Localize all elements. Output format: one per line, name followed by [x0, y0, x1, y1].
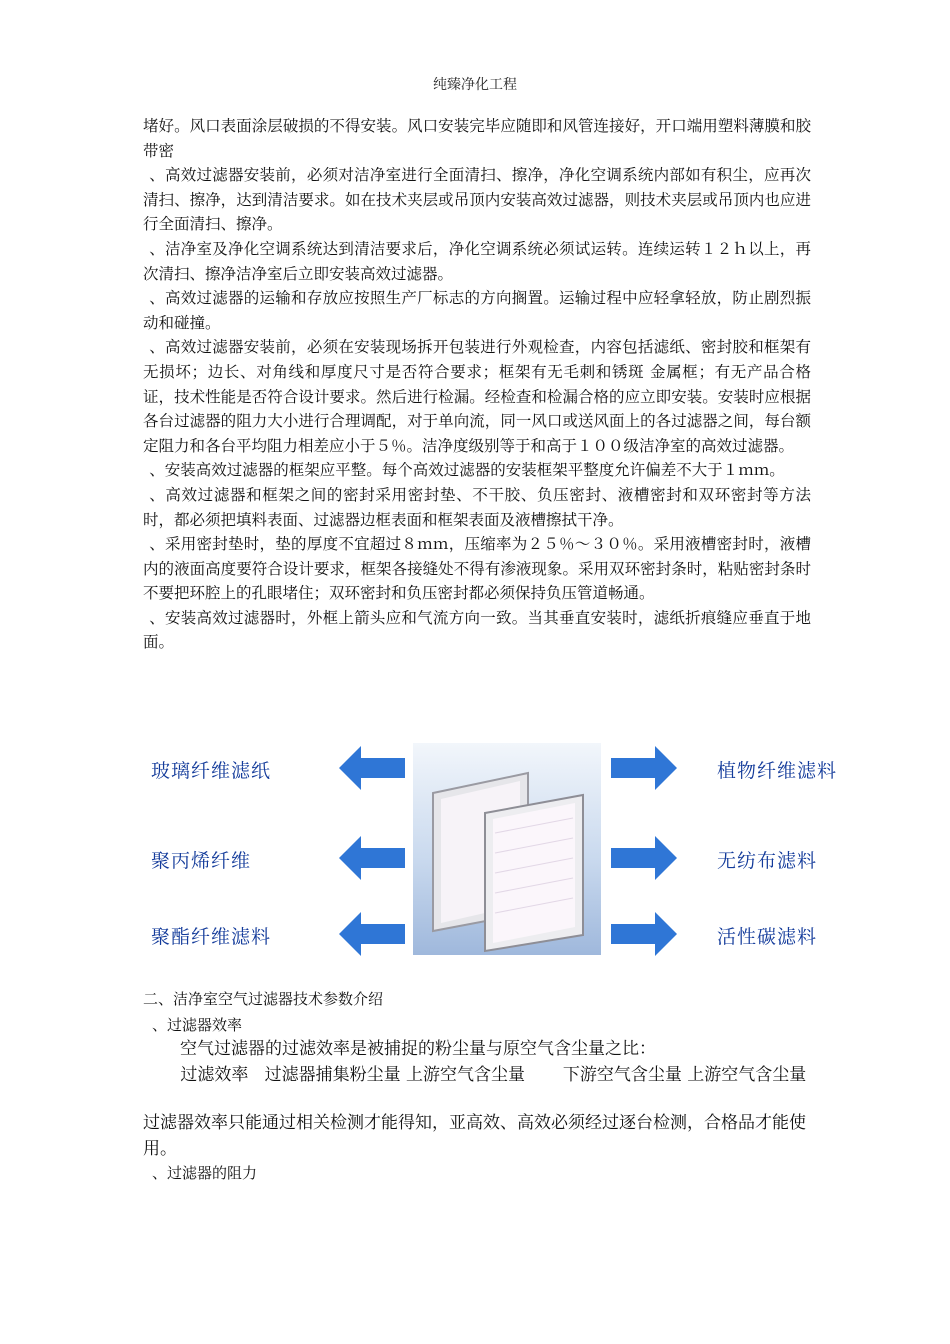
page-header: 纯臻净化工程	[433, 77, 517, 93]
arrow-left-icon	[339, 836, 405, 880]
arrow-left-icon	[339, 912, 405, 956]
paragraph: 、高效过滤器安装前，必须在安装现场拆开包装进行外观检查，内容包括滤纸、密封胶和框架有无损坏；边长、对角线和厚度尺寸是否符合要求；框架有无毛刺和锈斑 金属框；有无产品合格证，技术性能是否符合设计要求。然后进行检漏。经检查和检漏合格的应立即安装。安装时应根据各台过滤器的阻力大小进行合理调配，对于单向流，同一风口或送风面上的各过滤器之间，每台额定阻力和各台平均阻力相差应小于５％。洁净度级别等于和高于１００级洁净室的高效过滤器。	[143, 338, 811, 455]
filter-photo	[413, 743, 601, 955]
label-polypropylene: 聚丙烯纤维	[151, 850, 252, 872]
paragraph: 、安装高效过滤器的框架应平整。每个高效过滤器的安装框架平整度允许偏差不大于１ｍｍ。	[149, 461, 785, 480]
paragraph: 、洁净室及净化空调系统达到清洁要求后，净化空调系统必须试运转。连续运转１２ｈ以上，再次清扫、擦净洁净室后立即安装高效过滤器。	[143, 239, 811, 283]
section-heading: 二、洁净室空气过滤器技术参数介绍	[143, 990, 384, 1008]
efficiency-note: 过滤器效率只能通过相关检测才能得知，亚高效、高效必须经过逐台检测，合格品才能使用。	[143, 1113, 806, 1159]
hepa-filter-icon	[413, 743, 601, 955]
filter-material-figure	[143, 738, 843, 963]
efficiency-formula: 过滤效率 过滤器捕集粉尘量 上游空气含尘量 下游空气含尘量 上游空气含尘量	[180, 1065, 807, 1085]
label-glass-fiber: 玻璃纤维滤纸	[151, 760, 272, 782]
paragraph: 、采用密封垫时，垫的厚度不宜超过８ｍｍ，压缩率为２５％～３０％。采用液槽密封时，液槽内的液面高度要符合设计要求，框架各接缝处不得有渗液现象。采用双环密封条时，粘贴密封条时不要把环腔上的孔眼堵住；双环密封和负压密封都必须保持负压管道畅通。	[143, 535, 811, 603]
arrow-right-icon	[611, 836, 677, 880]
paragraph: 、高效过滤器的运输和存放应按照生产厂标志的方向搁置。运输过程中应轻拿轻放，防止剧烈振动和碰撞。	[143, 289, 811, 332]
label-activated-carbon: 活性碳滤料	[717, 926, 818, 948]
efficiency-definition: 空气过滤器的过滤效率是被捕捉的粉尘量与原空气含尘量之比：	[180, 1039, 656, 1059]
subheading-efficiency: 、过滤器效率	[152, 1016, 243, 1034]
label-plant-fiber: 植物纤维滤料	[717, 760, 838, 782]
arrow-right-icon	[611, 912, 677, 956]
arrow-left-icon	[339, 746, 405, 790]
paragraph: 、高效过滤器安装前，必须对洁净室进行全面清扫、擦净，净化空调系统内部如有积尘，应再次清扫、擦净，达到清洁要求。如在技术夹层或吊顶内安装高效过滤器，则技术夹层或吊顶内也应进行全面清扫、擦净。	[143, 166, 811, 234]
paragraph: 、高效过滤器和框架之间的密封采用密封垫、不干胶、负压密封、液槽密封和双环密封等方法时，都必须把填料表面、过滤器边框表面和框架表面及液槽擦拭干净。	[143, 485, 811, 529]
arrow-right-icon	[611, 746, 677, 790]
paragraph: 堵好。风口表面涂层破损的不得安装。风口安装完毕应随即和风管连接好，开口端用塑料薄膜和胶带密	[143, 117, 811, 160]
label-nonwoven: 无纺布滤料	[717, 850, 818, 872]
paragraph: 、安装高效过滤器时，外框上箭头应和气流方向一致。当其垂直安装时，滤纸折痕缝应垂直于地面。	[143, 608, 811, 652]
body-text	[143, 114, 811, 655]
label-polyester: 聚酯纤维滤料	[151, 926, 272, 948]
subheading-resistance: 、过滤器的阻力	[152, 1164, 258, 1182]
